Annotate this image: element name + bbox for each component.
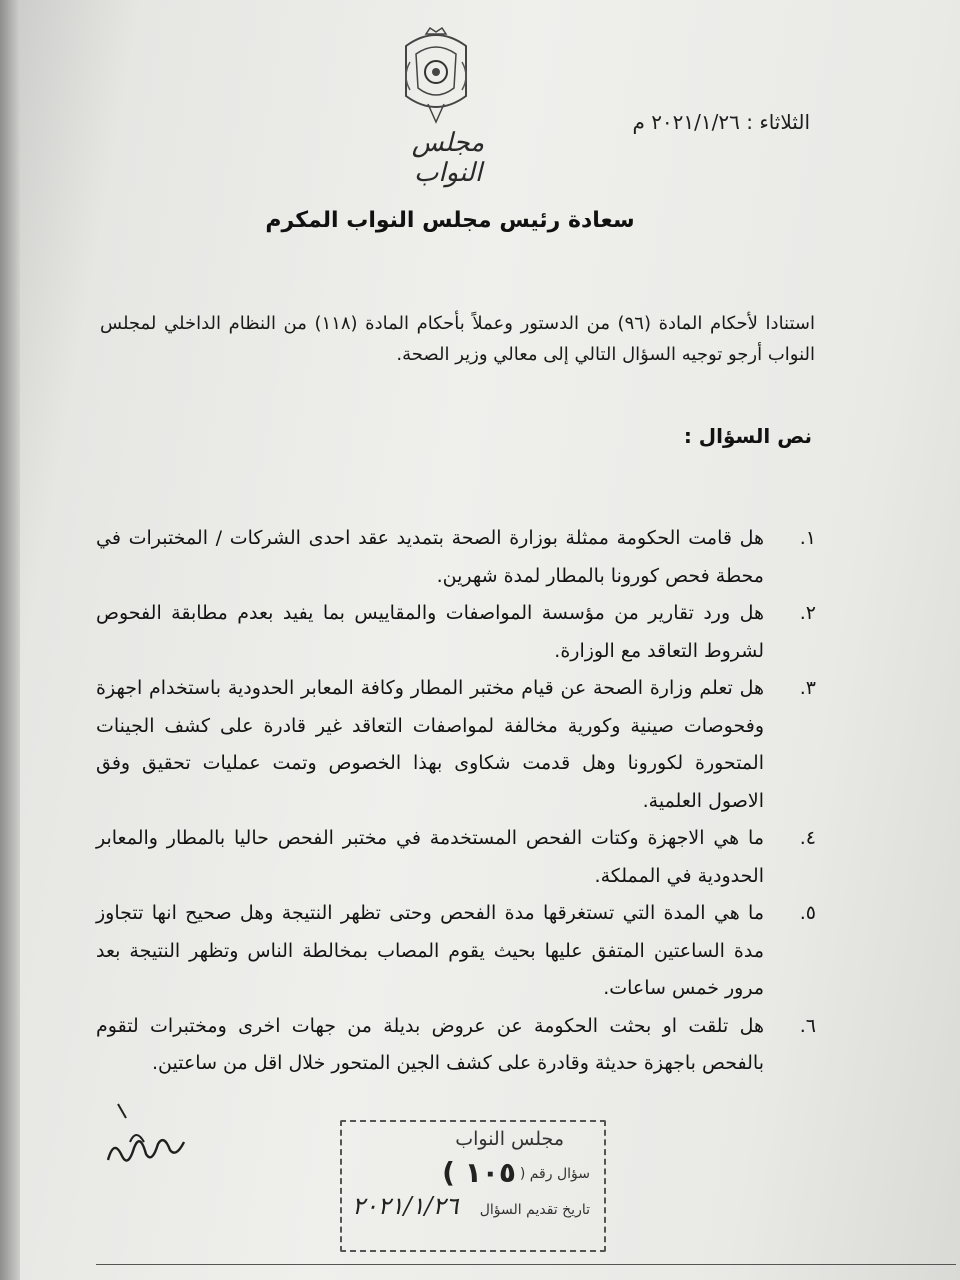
questions-heading: نص السؤال :	[683, 424, 812, 448]
recipient-line: سعادة رئيس مجلس النواب المكرم	[265, 208, 635, 233]
question-text: ما هي المدة التي تستغرقها مدة الفحص وحتى تظهر النتيجة وهل صحيح انها تتجاوز مدة الساعتين المتفق عليها بحيث يقوم المصاب بمخالطة الناس وتظهر النتيجة بعد مرور خمس ساعات.	[96, 902, 764, 999]
handwritten-signature-icon	[100, 1098, 190, 1178]
stamp-question-number: ١٠٥ )	[442, 1156, 516, 1189]
question-number: ٢.	[799, 602, 816, 624]
footer-divider	[96, 1264, 956, 1265]
stamp-date-value: ٢٠٢١/١/٢٦	[352, 1192, 459, 1220]
question-number: ١.	[799, 527, 816, 549]
letter-date: الثلاثاء : ٢٠٢١/١/٢٦ م	[632, 110, 810, 134]
question-item	[96, 670, 816, 820]
question-text: هل قامت الحكومة ممثلة بوزارة الصحة بتمديد عقد احدى الشركات / المختبرات في محطة فحص كورونا بالمطار لمدة شهرين.	[96, 527, 764, 587]
question-number: ٣.	[799, 677, 816, 699]
question-item	[96, 595, 816, 670]
stamp-title: مجلس النواب	[455, 1128, 564, 1150]
question-number: ٥.	[799, 902, 816, 924]
question-text: هل تعلم وزارة الصحة عن قيام مختبر المطار وكافة المعابر الحدودية باستخدام اجهزة وفحوصات صينية وكورية مخالفة لمواصفات التعاقد غير قادرة على كشف الجينات المتحورة لكورونا وهل قدمت شكاوى بهذا الخصوص وتمت عمليات تحقيق وفق الاصول العلمية.	[96, 677, 764, 812]
questions-list	[96, 520, 816, 1083]
question-number: ٤.	[799, 827, 816, 849]
registration-stamp	[340, 1120, 606, 1252]
page-edge-shadow	[0, 0, 20, 1280]
intro-paragraph: استنادا لأحكام المادة (٩٦) من الدستور وعملاً بأحكام المادة (١١٨) من النظام الداخلي لمجلس النواب أرجو توجيه السؤال التالي إلى معالي وزير الصحة.	[100, 313, 815, 365]
question-item	[96, 820, 816, 895]
question-item	[96, 520, 816, 595]
jordan-coat-of-arms-icon	[396, 26, 476, 126]
stamp-date-label: تاريخ تقديم السؤال	[479, 1202, 590, 1218]
question-item	[96, 895, 816, 1008]
question-text: ما هي الاجهزة وكتات الفحص المستخدمة في مختبر الفحص حاليا بالمطار والمعابر الحدودية في المملكة.	[96, 827, 764, 887]
question-text: هل ورد تقارير من مؤسسة المواصفات والمقاييس بما يفيد بعدم مطابقة الفحوص لشروط التعاقد مع الوزارة.	[96, 602, 764, 662]
question-item	[96, 1008, 816, 1083]
question-number: ٦.	[799, 1014, 816, 1037]
council-logo-text: مجلس النواب	[411, 128, 485, 188]
stamp-question-number-label: سؤال رقم (	[519, 1166, 590, 1182]
question-text: هل تلقت او بحثت الحكومة عن عروض بديلة من جهات اخرى ومختبرات لتقوم بالفحص باجهزة حديثة وقادرة على كشف الجين المتحور خلال اقل من ساعتين.	[96, 1014, 764, 1074]
